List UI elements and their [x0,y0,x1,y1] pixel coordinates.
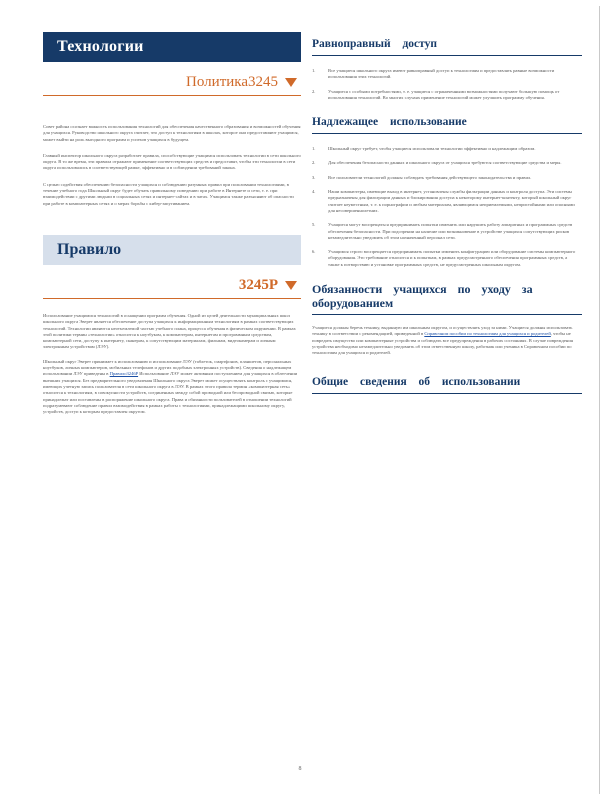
page-number: 8 [298,766,302,772]
proper-use-list [312,146,582,268]
right-column [312,32,582,394]
list-item: 1. Школьный округ требует, чтобы учащиеся использовали технологии эффективно и надлежащим образом. [312,146,536,152]
technology-paragraph: Главный инспектор школьного округа разработает правила, способствующие учащимся использовать технологии в сети школьного округа. В то же время, эти правила отражают применение соответствующих средств и предоставят, чтобы эти технологии в сети округа использовались в соответствующей рамке, эффективно и в соблюдении требований закона. [43,152,301,171]
technology-policy-line [43,74,301,96]
proper-use-heading: Надлежащее использование [312,115,582,134]
list-item: 3. Все пользователи технологий должны соблюдать требования действующего законодательства и правил. [312,174,532,180]
list-item: 1. Все учащиеся школьного округа имеют равноправный доступ к технологиям и предоставлять равные возможности использования этих технологий. [312,68,555,80]
student-duties-heading: Обязанности учащихся по уходу за оборудованием [312,282,582,315]
rule-policy-number: 3245P [238,276,278,293]
rule-paragraph: Школьный округ Эверет принимает к использованию и использование ЛЭУ (таблеток, смартфонов, планшетов, персональных ноутбуков, личных компьютеров, мобильных телефонов и других подобных электронных устройств). Сведения о надлежащем использовании ЛЭУ приведены в Правило3246P Использование ЛЭУ может активным поступлением для учащихся в облегчении внешних учащихся. Без предварительного уведомления Школьного округа Эверет может осуществлять контроль с учащимися, имеющих учетную запись пользователя в сети школьного округа в ЛЭУ. В рамках этого правила термин «компьютерная сеть» относится к технологиям, в совокупности устройств, соединенных между собой проводной или беспроводной связью, которые принадлежат или поставлены в распоряжение школьного округа. Права и обязанности пользователей в отношении технологий подразумевают соблюдение правил взаимодействия в рамках работы с технологиями, принадлежащими школьному округу, устройств, доступ к которым предоставлен округом. [43,358,298,415]
technology-policy-number: Политика3245 [186,74,278,90]
technology-handbook-link[interactable]: Справочном пособии по технологиям для учащихся и родителей [424,331,551,337]
rule-text [43,313,301,415]
technology-banner: Технологии [43,32,301,62]
list-item: 2. Учащиеся с особыми потребностями, т. е. учащиеся с ограниченными возможностями получают большую помощь от использования технологий. Во многих случаях применение технологий может улучшить программу обучения. [312,88,560,100]
rule-paragraph: Использование учащимися технологий в оснащении программ обучения. Одной из целей деятельности муниципальных школ школьного округа Эверет является обеспечение доступа учащихся к информационным технологиям в рамках соответствующих технологий. Технологии являются неотъемлемой частью учебного плана, процесса обучения в физическом окружении. В рамках этой политики термин «технологии» относится к ноутбукам, к компьютерам, интернетам и программным средствам, компьютерной сети, доступу к интернету, сканерам, к сопутствующим материалам, фильмам, видеокамерам и личным электронным устройствам (ЛЭУ). [43,312,296,350]
rule-banner: Правило [43,235,301,265]
technology-text [43,124,301,207]
technology-paragraph: С целью содействия обеспечению безопасности учащихся и соблюдению разумных правил при пользовании технологиями, в течение учебного года Школьный округ будет обучать правильному поведению при работе в Интернете и сети, т. е. при взаимодействии с другими людьми в социальных сетях и интернет-сайтах и в чатах. Учащимся также разъясняют об опасности при работе в компьютерных сетях и о мерах борьбы с кибер-запугиванием. [43,181,294,206]
equal-access-heading: Равноправный доступ [312,32,582,56]
triangle-down-icon [285,78,297,87]
list-item: 2. Для обеспечения безопасности данных и школьного округа от учащихся требуются соответствующие средства и меры. [312,160,562,166]
triangle-down-icon [285,281,297,290]
technology-paragraph: Совет района осознает важность использования технологий для обеспечения качественного образования и возможностей обучения для учащихся. Руководство школьного округа считает, что доступ к технологиям в школах, которое они предоставляют учащимся, может выйти на роль выгодного программ и успехов учащихся в будущем. [43,124,301,142]
list-item: 6. Учащимся строго воспрещается предпринимать попытки изменить конфигурацию или оборудование системы компьютерного оборудования. Это требование относится и к попыткам, в рамках предусмотренного обеспечения программных средств, а также к потворствию и установке программных средств, не предусмотренных школьным округом. [312,249,576,267]
list-item: 5. Учащиеся могут воспрещаться предпринимать попытки изменить или нарушить работу аппаратных и программных средств обеспечения безопасности. При подозрении на наличие или возникновение в устройстве учащихся сопутствующих рисков незамедлительно уведомить об этом назначенный персонал сети. [312,222,573,240]
equal-access-list [312,68,582,101]
list-item: 4. Наши компьютеры, имеющие выход в интернет, установлены службы фильтрации данных и контроля доступа. Эти системы предназначены для фильтрации данных и блокирования доступа к некоторому интернет-контенту, который школьный округ считает неуместным, т. е. к порнографии и любым материалам, являющимся неприемлемыми, непристойными или опасными для несовершеннолетних. [312,189,575,213]
rule-policy-line [43,277,301,299]
general-use-heading: Общие сведения об использовании [312,375,582,394]
student-duties-paragraph: Учащиеся должны беречь технику, выданную им школьным округом, и осуществлять уход за ними. Учащиеся должны использовать технику в соответствии с рекомендацией, приведенной в Справочном пособии по технологиям для учащихся и родителей, чтобы не повредить имущество или компьютерные устройства и соблюдать все предупреждения в рабочих состояниях. В случае повреждения устройства необходимо незамедлительно уведомить об этом ответственную школу, работник или ученика в Справочном пособии по технологиям для учащихся и родителей. [312,325,573,356]
left-column [43,32,301,421]
rule-3246p-link[interactable]: Правило3246P [109,371,139,377]
